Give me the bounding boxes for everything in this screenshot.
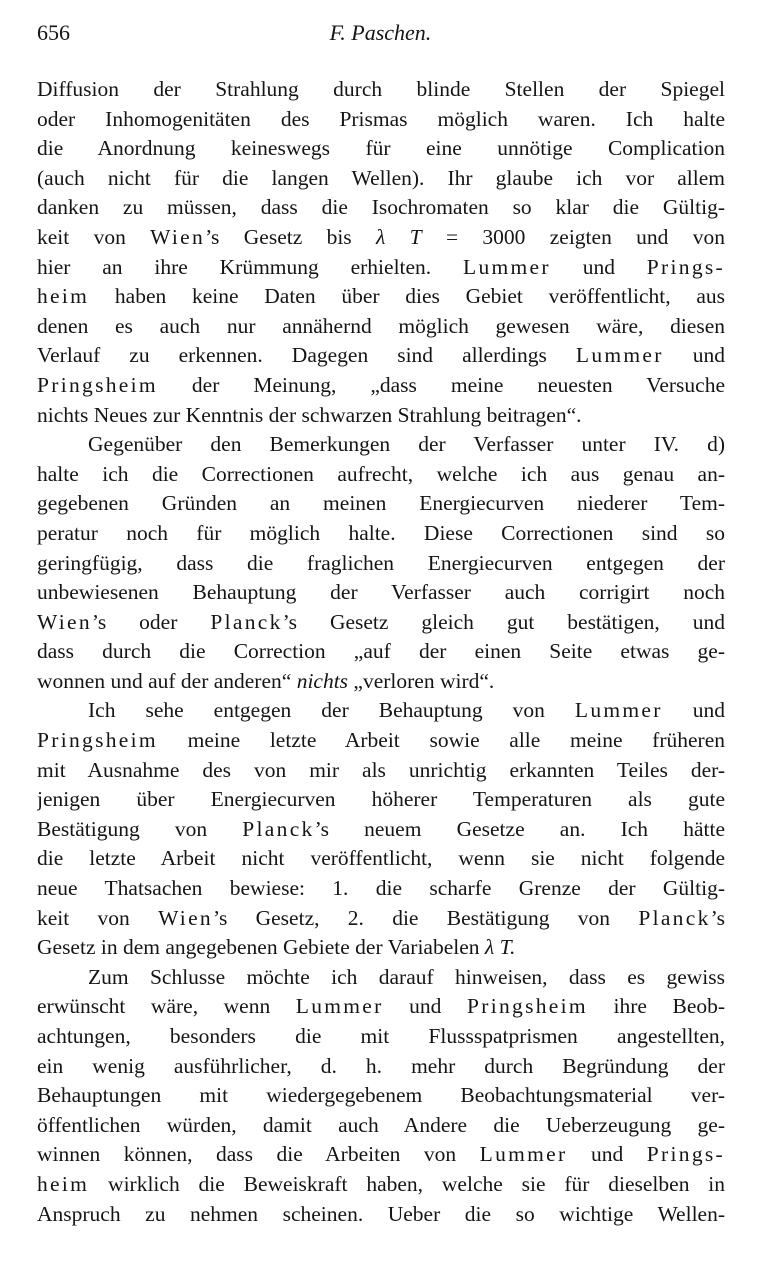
text-line — [37, 667, 725, 697]
text-line — [37, 992, 725, 1022]
spaced-name: Wien — [150, 224, 206, 249]
text-run: jenigen über Energiecurven höherer Temperaturen als gute — [37, 787, 725, 812]
text-run: meine letzte Arbeit sowie alle meine früheren — [157, 728, 725, 753]
italic-term: λ T. — [484, 935, 516, 960]
text-line — [37, 578, 725, 608]
text-line — [37, 401, 725, 431]
text-run: geringfügig, dass die fraglichen Energiecurven entgegen der — [37, 550, 725, 575]
text-run: und — [567, 1142, 647, 1167]
text-line — [37, 371, 725, 401]
text-line — [37, 963, 725, 993]
text-line — [37, 844, 725, 874]
text-run: Verlauf zu erkennen. Dagegen sind allerdings — [37, 343, 576, 368]
text-run: peratur noch für möglich halte. Diese Correctionen sind so — [37, 520, 725, 545]
text-line — [37, 105, 725, 135]
text-line — [37, 341, 725, 371]
spaced-name: Prings- — [646, 254, 725, 279]
text-run: achtungen, besonders die mit Flussspatprismen angestellten, — [37, 1024, 725, 1048]
text-line — [37, 726, 725, 756]
spaced-name: Lummer — [479, 1142, 568, 1167]
text-line — [37, 785, 725, 815]
text-run: keit von — [37, 905, 159, 930]
text-run: öffentlichen würden, damit auch Andere die Ueberzeugung ge- — [37, 1112, 725, 1137]
text-run: ’s neuem Gesetze an. Ich hätte — [314, 816, 725, 841]
text-run: = 3000 zeigten und von — [421, 224, 725, 249]
spaced-name: heim — [37, 1171, 90, 1196]
text-line — [37, 282, 725, 312]
text-line — [37, 756, 725, 786]
text-line — [37, 1140, 725, 1170]
text-run: und — [662, 698, 725, 723]
text-run: winnen können, dass die Arbeiten von — [37, 1142, 480, 1167]
text-line — [37, 933, 725, 963]
spaced-name: Wien — [158, 905, 213, 930]
text-run: oder Inhomogenitäten des Prismas möglich waren. Ich halte — [37, 106, 725, 131]
text-run: ’s oder — [91, 609, 211, 634]
text-run: unbewiesenen Behauptung der Verfasser auch corrigirt noch — [37, 580, 725, 605]
text-run: Diffusion der Strahlung durch blinde Stellen der Spiegel — [37, 77, 725, 101]
spaced-name: Pringsheim — [466, 994, 588, 1019]
text-line — [37, 1052, 725, 1082]
text-run: und — [550, 254, 647, 279]
text-line — [37, 460, 725, 490]
spaced-name: Lummer — [575, 343, 664, 368]
italic-term: λ T — [376, 224, 422, 249]
text-run: ein wenig ausführlicher, d. h. mehr durch Begründung der — [37, 1053, 725, 1078]
text-line — [37, 1081, 725, 1111]
text-line — [37, 312, 725, 342]
text-run: Gegenüber den Bemerkungen der Verfasser unter IV. d) — [88, 432, 725, 457]
text-run: keit von — [37, 224, 151, 249]
text-line — [37, 519, 725, 549]
running-title: F. Paschen. — [329, 20, 432, 45]
text-run: Bestätigung von — [37, 816, 243, 841]
text-run: gegebenen Gründen an meinen Energiecurven niederer Tem- — [37, 491, 725, 516]
text-run: ihre Beob- — [587, 994, 725, 1019]
text-run: die Anordnung keineswegs für eine unnötige Complication — [37, 136, 725, 161]
text-line — [37, 1022, 725, 1052]
text-line — [37, 815, 725, 845]
text-run: haben keine Daten über dies Gebiet veröffentlicht, aus — [89, 284, 725, 309]
text-line — [37, 1111, 725, 1141]
text-run: ’s Gesetz gleich gut bestätigen, und — [282, 609, 725, 634]
text-run: Zum Schlusse möchte ich darauf hinweisen, dass es gewiss — [88, 964, 725, 989]
body-text — [37, 75, 725, 1229]
text-line — [37, 134, 725, 164]
spaced-name: Lummer — [463, 254, 551, 279]
text-line — [37, 1170, 725, 1200]
spaced-name: Pringsheim — [37, 728, 158, 753]
text-line — [37, 193, 725, 223]
text-line — [37, 549, 725, 579]
text-run: dass durch die Correction „auf der einen Seite etwas ge- — [37, 639, 725, 664]
text-line — [37, 637, 725, 667]
spaced-name: Planck — [638, 905, 711, 930]
text-run: die letzte Arbeit nicht veröffentlicht, wenn sie nicht folgende — [37, 846, 725, 871]
text-run: „verloren wird“. — [348, 668, 495, 693]
text-run: Gesetz in dem angegebenen Gebiete der Variabelen — [37, 935, 485, 960]
text-run: Anspruch zu nehmen scheinen. Ueber die so wichtige Wellen- — [37, 1201, 725, 1226]
text-run: Ich sehe entgegen der Behauptung von — [88, 698, 575, 723]
spaced-name: Lummer — [574, 698, 663, 723]
running-head — [37, 20, 724, 52]
text-run: erwünscht wäre, wenn — [37, 994, 296, 1019]
text-run: denen es auch nur annähernd möglich gewesen wäre, diesen — [37, 313, 725, 338]
text-line — [37, 253, 725, 283]
text-line — [37, 874, 725, 904]
text-run: (auch nicht für die langen Wellen). Ihr glaube ich vor allem — [37, 165, 725, 190]
text-run: halte ich die Correctionen aufrecht, welche ich aus genau an- — [37, 461, 725, 486]
spaced-name: Planck — [210, 609, 283, 634]
text-run: wirklich die Beweiskraft haben, welche sie für dieselben in — [89, 1171, 725, 1196]
text-run: und — [383, 994, 467, 1019]
text-line — [37, 430, 725, 460]
text-run: der Meinung, „dass meine neuesten Versuche — [157, 372, 725, 397]
text-line — [37, 608, 725, 638]
text-line — [37, 696, 725, 726]
spaced-name: Prings- — [646, 1142, 725, 1167]
text-line — [37, 223, 725, 253]
text-run: wonnen und auf der anderen“ — [37, 668, 297, 693]
text-run: danken zu müssen, dass die Isochromaten so klar die Gültig- — [37, 195, 725, 220]
text-line — [37, 489, 725, 519]
spaced-name: Wien — [37, 609, 92, 634]
text-run: ’s — [710, 905, 725, 930]
spaced-name: Planck — [242, 816, 315, 841]
text-run: hier an ihre Krümmung erhielten. — [37, 254, 464, 279]
text-line — [37, 75, 725, 105]
spaced-name: heim — [37, 284, 90, 309]
text-run: neue Thatsachen bewiese: 1. die scharfe Grenze der Gültig- — [37, 876, 725, 901]
text-run: mit Ausnahme des von mir als unrichtig erkannten Teiles der- — [37, 757, 725, 782]
text-run: Behauptungen mit wiedergegebenem Beobachtungsmaterial ver- — [37, 1083, 725, 1108]
italic-term: nichts — [296, 668, 349, 693]
text-line — [37, 1200, 725, 1230]
text-line — [37, 164, 725, 194]
text-run: und — [663, 343, 725, 368]
text-run: ’s Gesetz bis — [205, 224, 377, 249]
spaced-name: Lummer — [295, 994, 384, 1019]
text-line — [37, 904, 725, 934]
text-run: ’s Gesetz, 2. die Bestätigung von — [212, 905, 639, 930]
spaced-name: Pringsheim — [37, 372, 158, 397]
text-run: nichts Neues zur Kenntnis der schwarzen Strahlung beitragen“. — [37, 402, 582, 427]
page-number: 656 — [37, 20, 70, 45]
